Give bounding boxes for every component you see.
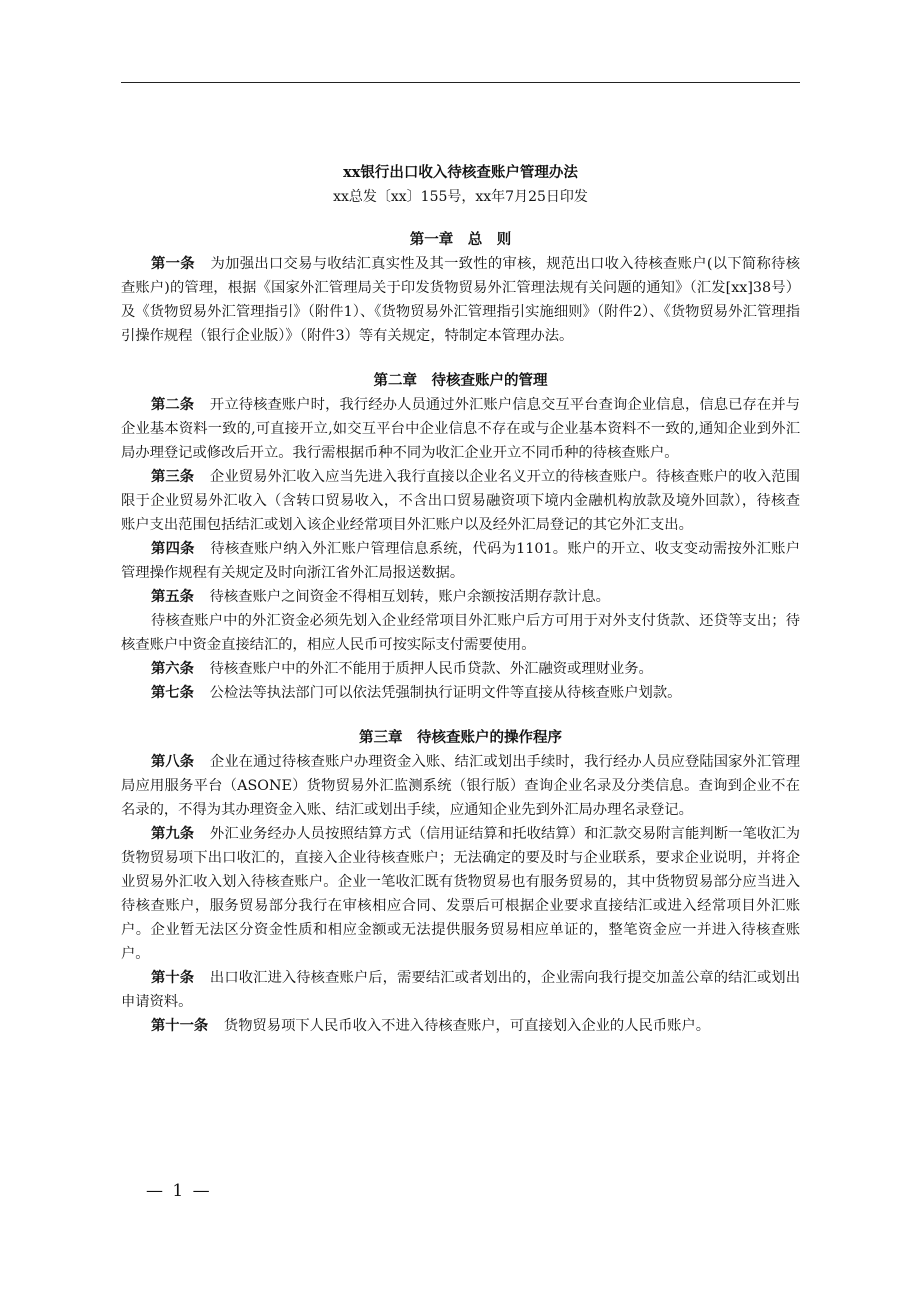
article-paragraph (121, 585, 800, 609)
article-paragraph (121, 537, 800, 585)
article-label: 第七条 (151, 685, 194, 701)
article-label: 第三条 (151, 469, 195, 485)
document-title: xx银行出口收入待核查账户管理办法 (343, 164, 578, 181)
article-text: 企业贸易外汇收入应当先进入我行直接以企业名义开立的待核查账户。待核查账户的收入范围限于企业贸易外汇收入（含转口贸易收入，不含出口贸易融资项下境内金融机构放款及境外回款），待核查账户支出范围包括结汇或划入该企业经常项目外汇账户以及经外汇局登记的其它外汇支出。 (121, 469, 800, 533)
article-label: 第五条 (151, 589, 194, 605)
article-text: 待核查账户中的外汇资金必须先划入企业经常项目外汇账户后方可用于对外支付货款、还贷等支出；待核查账户中资金直接结汇的，相应人民币可按实际支付需要使用。 (121, 613, 800, 653)
article-paragraph (121, 609, 800, 657)
article-text: 外汇业务经办人员按照结算方式（信用证结算和托收结算）和汇款交易附言能判断一笔收汇为货物贸易项下出口收汇的，直接入企业待核查账户；无法确定的要及时与企业联系，要求企业说明，并将企业贸易外汇收入划入待核查账户。企业一笔收汇既有货物贸易也有服务贸易的，其中货物贸易部分应当进入待核查账户，服务贸易部分我行在审核相应合同、发票后可根据企业要求直接结汇或进入经常项目外汇账户。企业暂无法区分资金性质和相应金额或无法提供服务贸易相应单证的，整笔资金应一并进入待核查账户。 (121, 826, 800, 962)
article-paragraph (121, 657, 800, 681)
article-text: 企业在通过待核查账户办理资金入账、结汇或划出手续时，我行经办人员应登陆国家外汇管理局应用服务平台（ASONE）货物贸易外汇监测系统（银行版）查询企业名录及分类信息。查询到企业不在名录的，不得为其办理资金入账、结汇或划出手续，应通知企业先到外汇局办理名录登记。 (121, 754, 800, 818)
article-label: 第十一条 (151, 1018, 209, 1034)
article-text: 公检法等执法部门可以依法凭强制执行证明文件等直接从待核查账户划款。 (209, 685, 682, 701)
chapter-heading: 第二章 待核查账户的管理 (373, 372, 548, 389)
article-paragraph (121, 750, 800, 822)
article-paragraph (121, 465, 800, 537)
article-label: 第二条 (151, 397, 195, 413)
article-label: 第九条 (151, 826, 195, 842)
article-label: 第四条 (151, 541, 195, 557)
header-rule (121, 82, 800, 83)
article-text: 为加强出口交易与收结汇真实性及其一致性的审核，规范出口收入待核查账户(以下简称待核查账户)的管理，根据《国家外汇管理局关于印发货物贸易外汇管理法规有关问题的通知》（汇发[xx]38号）及《货物贸易外汇管理指引》（附件1）、《货物贸易外汇管理指引实施细则》（附件2）、《货物贸易外汇管理指引操作规程（银行企业版）》（附件3）等有关规定，特制定本管理办法。 (121, 256, 801, 344)
article-paragraph (121, 1014, 800, 1038)
article-text: 出口收汇进入待核查账户后，需要结汇或者划出的，企业需向我行提交加盖公章的结汇或划出申请资料。 (121, 970, 800, 1010)
article-label: 第六条 (151, 661, 194, 677)
article-text: 待核查账户纳入外汇账户管理信息系统，代码为1101。账户的开立、收支变动需按外汇账户管理操作规程有关规定及时向浙江省外汇局报送数据。 (121, 541, 801, 581)
article-paragraph (121, 681, 800, 705)
chapter-heading: 第一章 总 则 (409, 231, 512, 248)
article-text: 待核查账户中的外汇不能用于质押人民币贷款、外汇融资或理财业务。 (209, 661, 653, 677)
article-label: 第十条 (151, 970, 195, 986)
article-text: 货物贸易项下人民币收入不进入待核查账户，可直接划入企业的人民币账户。 (223, 1018, 711, 1034)
article-label: 第八条 (151, 754, 195, 770)
article-paragraph (121, 822, 800, 966)
article-text: 待核查账户之间资金不得相互划转，账户余额按活期存款计息。 (209, 589, 610, 605)
document-body (121, 161, 800, 1038)
page-number: — 1 — (146, 1181, 212, 1201)
article-paragraph (121, 393, 800, 465)
article-paragraph (121, 252, 800, 348)
document-subtitle: xx总发〔xx〕155号，xx年7月25日印发 (333, 189, 588, 205)
chapter-heading: 第三章 待核查账户的操作程序 (359, 729, 562, 746)
article-paragraph (121, 966, 800, 1014)
article-label: 第一条 (151, 256, 195, 272)
article-text: 开立待核查账户时，我行经办人员通过外汇账户信息交互平台查询企业信息，信息已存在并与企业基本资料一致的,可直接开立,如交互平台中企业信息不存在或与企业基本资料不一致的,通知企业到外汇局办理登记或修改后开立。我行需根据币种不同为收汇企业开立不同币种的待核查账户。 (121, 397, 800, 461)
